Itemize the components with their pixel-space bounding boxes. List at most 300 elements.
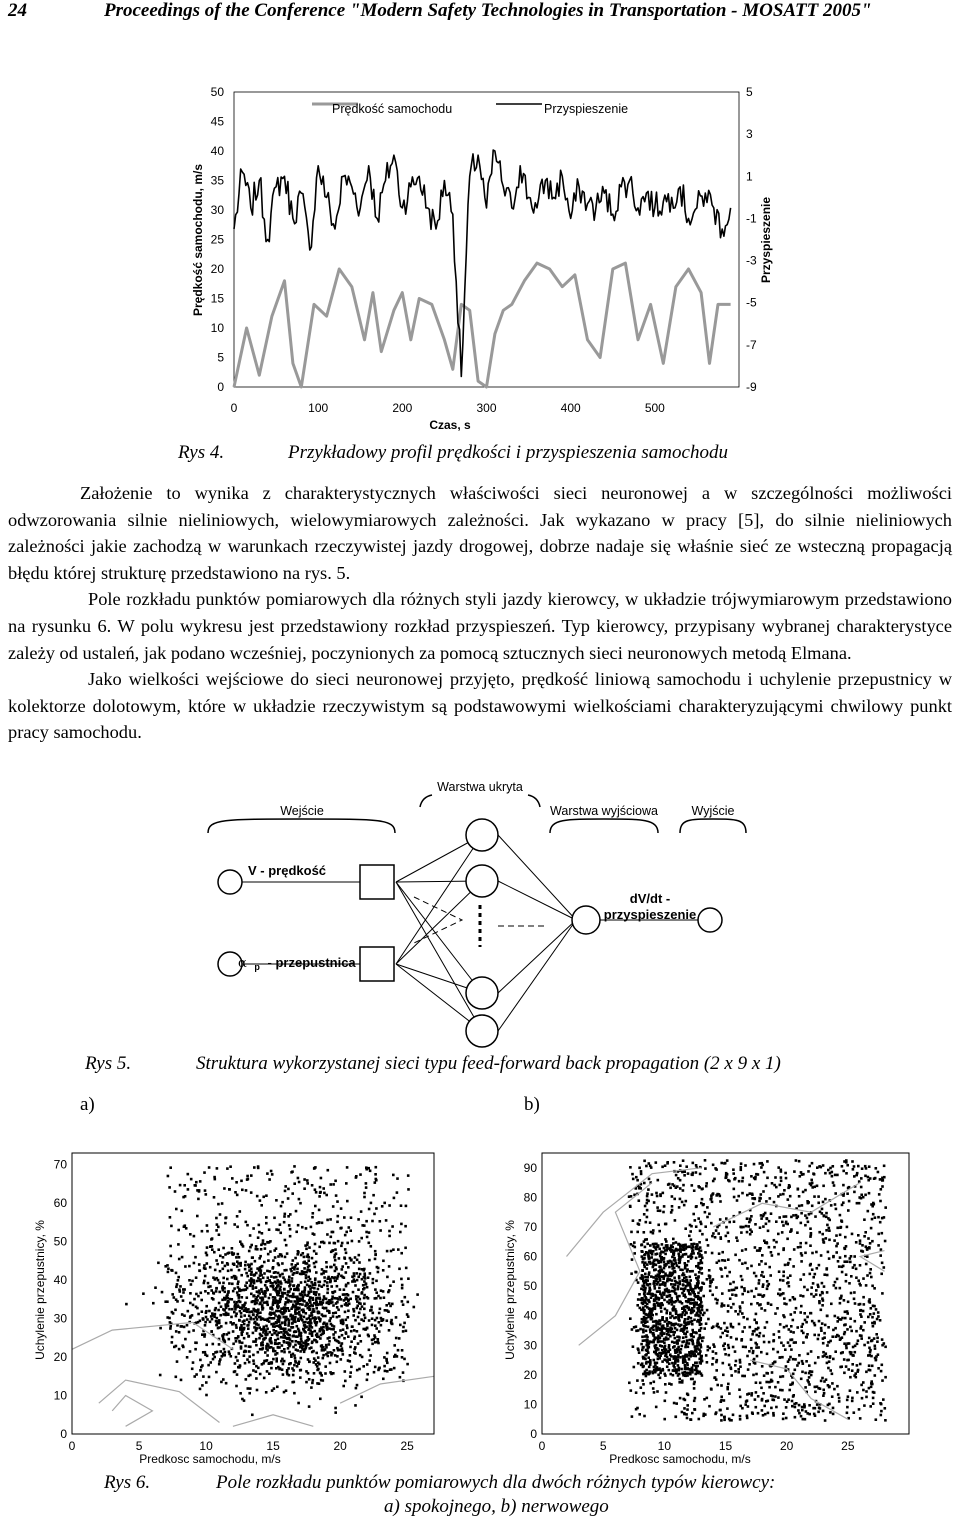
data-point — [274, 1256, 277, 1259]
data-point — [711, 1201, 714, 1204]
data-point — [347, 1299, 350, 1302]
data-point — [203, 1264, 206, 1267]
data-point — [382, 1260, 385, 1263]
data-point — [309, 1318, 312, 1321]
data-point — [248, 1250, 251, 1253]
data-point — [868, 1337, 871, 1340]
data-point — [695, 1205, 698, 1208]
data-point — [843, 1342, 846, 1345]
data-point — [706, 1278, 709, 1281]
data-point — [877, 1311, 880, 1314]
data-point — [695, 1350, 698, 1353]
data-point — [769, 1274, 772, 1277]
data-point — [322, 1299, 325, 1302]
data-point — [354, 1352, 357, 1355]
data-point — [720, 1419, 723, 1422]
data-point — [765, 1223, 768, 1226]
data-point — [665, 1336, 668, 1339]
data-point — [837, 1393, 840, 1396]
data-point — [661, 1349, 664, 1352]
data-point — [363, 1294, 366, 1297]
data-point — [287, 1367, 290, 1370]
data-point — [644, 1246, 647, 1249]
data-point — [298, 1181, 301, 1184]
data-point — [296, 1300, 299, 1303]
data-point — [252, 1287, 255, 1290]
data-point — [720, 1400, 723, 1403]
y-tick-label: 20 — [53, 1350, 67, 1365]
data-point — [284, 1303, 287, 1306]
data-point — [834, 1192, 837, 1195]
data-point — [199, 1388, 202, 1391]
data-point — [628, 1382, 631, 1385]
data-point — [881, 1217, 884, 1220]
data-point — [860, 1337, 863, 1340]
data-point — [182, 1291, 185, 1294]
data-point — [194, 1348, 197, 1351]
data-point — [215, 1371, 218, 1374]
data-point — [841, 1165, 844, 1168]
data-point — [750, 1175, 753, 1178]
data-point — [790, 1216, 793, 1219]
data-point — [266, 1270, 269, 1273]
data-point — [760, 1217, 763, 1220]
data-point — [269, 1341, 272, 1344]
data-point — [207, 1286, 210, 1289]
data-point — [316, 1382, 319, 1385]
data-point — [864, 1194, 867, 1197]
data-point — [753, 1272, 756, 1275]
data-point — [862, 1310, 865, 1313]
data-point — [280, 1282, 283, 1285]
data-point — [671, 1265, 674, 1268]
data-point — [356, 1369, 359, 1372]
data-point — [853, 1175, 856, 1178]
data-point — [214, 1178, 217, 1181]
data-point — [416, 1293, 419, 1296]
y-left-tick-label: 15 — [210, 291, 224, 306]
data-point — [822, 1342, 825, 1345]
data-point — [644, 1273, 647, 1276]
data-point — [820, 1309, 823, 1312]
data-point — [640, 1244, 643, 1247]
data-point — [388, 1289, 391, 1292]
data-point — [400, 1252, 403, 1255]
data-point — [390, 1250, 393, 1253]
data-point — [255, 1370, 258, 1373]
data-point — [693, 1383, 696, 1386]
data-point — [870, 1276, 873, 1279]
data-point — [679, 1245, 682, 1248]
data-point — [787, 1277, 790, 1280]
data-point — [694, 1373, 697, 1376]
y-right-axis-label: Przyspieszenie — [759, 196, 773, 284]
data-point — [692, 1343, 695, 1346]
data-point — [688, 1358, 691, 1361]
data-point — [382, 1269, 385, 1272]
data-point — [800, 1378, 803, 1381]
data-point — [180, 1295, 183, 1298]
data-point — [645, 1221, 648, 1224]
data-point — [670, 1297, 673, 1300]
data-point — [337, 1273, 340, 1276]
data-point — [250, 1191, 253, 1194]
data-point — [714, 1413, 717, 1416]
data-point — [817, 1202, 820, 1205]
data-point — [790, 1228, 793, 1231]
data-point — [711, 1252, 714, 1255]
data-point — [674, 1350, 677, 1353]
data-point — [281, 1262, 284, 1265]
data-point — [728, 1221, 731, 1224]
data-point — [682, 1184, 685, 1187]
data-point — [739, 1226, 742, 1229]
data-point — [685, 1413, 688, 1416]
data-point — [315, 1252, 318, 1255]
input-2-label — [238, 955, 356, 973]
data-point — [255, 1245, 258, 1248]
data-point — [661, 1166, 664, 1169]
data-point — [699, 1268, 702, 1271]
data-point — [354, 1256, 357, 1259]
data-point — [227, 1263, 230, 1266]
data-point — [663, 1418, 666, 1421]
data-point — [835, 1251, 838, 1254]
data-point — [186, 1356, 189, 1359]
data-point — [853, 1191, 856, 1194]
data-point — [852, 1346, 855, 1349]
data-point — [329, 1183, 332, 1186]
data-point — [360, 1396, 363, 1399]
data-point — [402, 1371, 405, 1374]
data-point — [125, 1303, 128, 1306]
data-point — [337, 1349, 340, 1352]
data-point — [239, 1264, 242, 1267]
data-point — [646, 1283, 649, 1286]
data-point — [219, 1350, 222, 1353]
data-point — [837, 1260, 840, 1263]
data-point — [745, 1248, 748, 1251]
data-point — [788, 1328, 791, 1331]
body-text — [8, 480, 952, 746]
data-point — [234, 1191, 237, 1194]
data-point — [809, 1235, 812, 1238]
data-point — [645, 1325, 648, 1328]
series-speed-line — [234, 263, 731, 387]
data-point — [206, 1355, 209, 1358]
data-point — [756, 1355, 759, 1358]
data-point — [675, 1241, 678, 1244]
data-point — [349, 1371, 352, 1374]
data-point — [340, 1245, 343, 1248]
data-point — [796, 1231, 799, 1234]
data-point — [670, 1245, 673, 1248]
data-point — [791, 1400, 794, 1403]
data-point — [196, 1215, 199, 1218]
data-point — [676, 1297, 679, 1300]
data-point — [314, 1205, 317, 1208]
data-point — [691, 1412, 694, 1415]
data-point — [629, 1166, 632, 1169]
data-point — [306, 1294, 309, 1297]
data-point — [332, 1183, 335, 1186]
data-point — [236, 1373, 239, 1376]
data-point — [832, 1407, 835, 1410]
data-point — [655, 1192, 658, 1195]
data-point — [781, 1356, 784, 1359]
data-point — [793, 1298, 796, 1301]
data-point — [865, 1245, 868, 1248]
data-point — [208, 1166, 211, 1169]
data-point — [782, 1412, 785, 1415]
data-point — [291, 1277, 294, 1280]
data-point — [371, 1324, 374, 1327]
data-point — [849, 1326, 852, 1329]
data-point — [794, 1406, 797, 1409]
data-point — [838, 1400, 841, 1403]
data-point — [334, 1290, 337, 1293]
data-point — [406, 1363, 409, 1366]
data-point — [179, 1285, 182, 1288]
data-point — [843, 1324, 846, 1327]
data-point — [843, 1299, 846, 1302]
data-point — [783, 1302, 786, 1305]
data-point — [644, 1276, 647, 1279]
data-point — [641, 1250, 644, 1253]
data-point — [201, 1310, 204, 1313]
data-point — [850, 1275, 853, 1278]
data-point — [813, 1195, 816, 1198]
data-point — [226, 1303, 229, 1306]
data-point — [224, 1265, 227, 1268]
data-point — [374, 1324, 377, 1327]
data-point — [305, 1274, 308, 1277]
data-point — [849, 1376, 852, 1379]
data-point — [233, 1311, 236, 1314]
data-point — [755, 1275, 758, 1278]
data-point — [826, 1315, 829, 1318]
data-point — [366, 1296, 369, 1299]
data-point — [262, 1277, 265, 1280]
data-point — [785, 1417, 788, 1420]
data-point — [653, 1369, 656, 1372]
data-point — [319, 1337, 322, 1340]
data-point — [348, 1303, 351, 1306]
data-point — [834, 1350, 837, 1353]
data-point — [787, 1263, 790, 1266]
data-point — [248, 1350, 251, 1353]
data-point — [182, 1299, 185, 1302]
data-point — [254, 1321, 257, 1324]
data-point — [222, 1277, 225, 1280]
data-point — [883, 1342, 886, 1345]
data-point — [370, 1306, 373, 1309]
data-point — [841, 1351, 844, 1354]
data-point — [219, 1213, 222, 1216]
data-point — [374, 1250, 377, 1253]
data-point — [870, 1227, 873, 1230]
data-point — [663, 1299, 666, 1302]
data-point — [706, 1309, 709, 1312]
data-point — [157, 1262, 160, 1265]
data-point — [868, 1165, 871, 1168]
data-point — [340, 1358, 343, 1361]
data-point — [290, 1171, 293, 1174]
data-point — [738, 1323, 741, 1326]
data-point — [816, 1403, 819, 1406]
data-point — [703, 1398, 706, 1401]
data-point — [407, 1277, 410, 1280]
data-point — [264, 1247, 267, 1250]
data-point — [252, 1295, 255, 1298]
data-point — [741, 1192, 744, 1195]
data-point — [219, 1270, 222, 1273]
data-point — [739, 1359, 742, 1362]
data-point — [817, 1334, 820, 1337]
data-point — [804, 1386, 807, 1389]
data-point — [240, 1324, 243, 1327]
data-point — [175, 1286, 178, 1289]
data-point — [841, 1336, 844, 1339]
data-point — [716, 1359, 719, 1362]
data-point — [266, 1301, 269, 1304]
data-point — [193, 1262, 196, 1265]
data-point — [738, 1180, 741, 1183]
data-point — [716, 1302, 719, 1305]
data-point — [842, 1201, 845, 1204]
data-point — [314, 1339, 317, 1342]
data-point — [853, 1264, 856, 1267]
data-point — [826, 1356, 829, 1359]
data-point — [754, 1398, 757, 1401]
data-point — [869, 1268, 872, 1271]
data-point — [239, 1306, 242, 1309]
data-point — [881, 1232, 884, 1235]
data-point — [693, 1387, 696, 1390]
data-point — [682, 1283, 685, 1286]
data-point — [776, 1307, 779, 1310]
data-point — [839, 1302, 842, 1305]
data-point — [652, 1232, 655, 1235]
data-point — [320, 1379, 323, 1382]
data-point — [747, 1405, 750, 1408]
data-point — [336, 1355, 339, 1358]
data-point — [683, 1306, 686, 1309]
data-point — [698, 1271, 701, 1274]
data-point — [881, 1379, 884, 1382]
data-point — [643, 1213, 646, 1216]
data-point — [799, 1294, 802, 1297]
data-point — [333, 1256, 336, 1259]
data-point — [374, 1254, 377, 1257]
data-point — [642, 1366, 645, 1369]
data-point — [348, 1226, 351, 1229]
figure-6-caption-label: Rys 6. — [104, 1472, 151, 1493]
data-point — [204, 1324, 207, 1327]
data-point — [831, 1175, 834, 1178]
data-point — [672, 1301, 675, 1304]
data-point — [692, 1162, 695, 1165]
data-point — [238, 1269, 241, 1272]
data-point — [680, 1316, 683, 1319]
data-point — [839, 1366, 842, 1369]
data-point — [675, 1281, 678, 1284]
data-point — [326, 1285, 329, 1288]
data-point — [326, 1292, 329, 1295]
data-point — [310, 1312, 313, 1315]
data-point — [320, 1177, 323, 1180]
data-point — [763, 1341, 766, 1344]
data-point — [658, 1337, 661, 1340]
data-point — [688, 1308, 691, 1311]
data-point — [871, 1365, 874, 1368]
data-point — [185, 1227, 188, 1230]
data-point — [312, 1350, 315, 1353]
data-point — [801, 1204, 804, 1207]
data-point — [296, 1253, 299, 1256]
data-point — [356, 1384, 359, 1387]
data-point — [230, 1316, 233, 1319]
data-point — [690, 1418, 693, 1421]
data-point — [187, 1188, 190, 1191]
data-point — [181, 1210, 184, 1213]
data-point — [244, 1345, 247, 1348]
data-point — [320, 1301, 323, 1304]
data-point — [860, 1186, 863, 1189]
data-point — [243, 1337, 246, 1340]
x-tick-label: 0 — [68, 1439, 76, 1453]
y-tick-label: 50 — [523, 1279, 537, 1294]
data-point — [655, 1313, 658, 1316]
data-point — [310, 1281, 313, 1284]
data-point — [733, 1178, 736, 1181]
data-point — [666, 1301, 669, 1304]
data-point — [770, 1380, 773, 1383]
data-point — [345, 1231, 348, 1234]
y-tick-label: 30 — [53, 1311, 67, 1326]
data-point — [281, 1292, 284, 1295]
data-point — [332, 1205, 335, 1208]
data-point — [676, 1348, 679, 1351]
data-point — [225, 1322, 228, 1325]
data-point — [245, 1310, 248, 1313]
data-point — [649, 1165, 652, 1168]
data-point — [405, 1267, 408, 1270]
data-point — [876, 1340, 879, 1343]
data-point — [672, 1286, 675, 1289]
page-number: 24 — [8, 0, 27, 21]
data-point — [673, 1357, 676, 1360]
data-point — [288, 1224, 291, 1227]
data-point — [288, 1276, 291, 1279]
data-point — [159, 1374, 162, 1377]
data-point — [810, 1179, 813, 1182]
data-point — [876, 1318, 879, 1321]
data-point — [723, 1162, 726, 1165]
data-point — [688, 1245, 691, 1248]
data-point — [309, 1308, 312, 1311]
data-point — [799, 1246, 802, 1249]
data-point — [751, 1193, 754, 1196]
data-point — [228, 1252, 231, 1255]
data-point — [675, 1402, 678, 1405]
data-point — [372, 1278, 375, 1281]
data-point — [749, 1326, 752, 1329]
data-point — [294, 1335, 297, 1338]
data-point — [695, 1164, 698, 1167]
data-point — [250, 1310, 253, 1313]
data-point — [677, 1323, 680, 1326]
